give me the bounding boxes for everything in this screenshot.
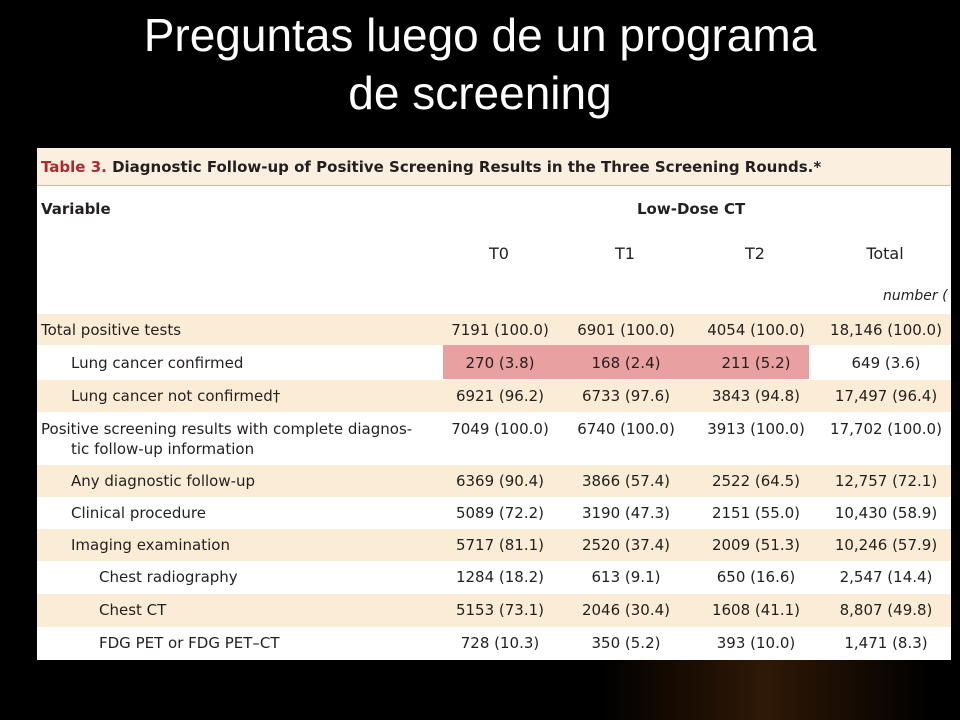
row-label: Positive screening results with complete diagnos-	[41, 420, 413, 438]
cell-t2: 3913 (100.0)	[707, 420, 805, 438]
cell-t1: 350 (5.2)	[591, 634, 661, 652]
slide-title-line-2: de screening	[348, 67, 612, 119]
table-caption	[37, 148, 951, 186]
table-caption-text: Diagnostic Follow-up of Positive Screening Results in the Three Screening Rounds.*	[112, 158, 822, 176]
table-row	[37, 465, 951, 497]
table-row	[37, 529, 951, 561]
cell-t1: 6901 (100.0)	[577, 321, 675, 339]
cell-t1: 2046 (30.4)	[581, 601, 671, 619]
row-label-continuation: tic follow-up information	[71, 440, 255, 458]
table-row	[37, 627, 951, 660]
header-group: Low-Dose CT	[637, 200, 746, 218]
results-table	[37, 148, 951, 660]
header-variable: Variable	[41, 200, 111, 218]
table-row	[37, 561, 951, 594]
background-glow	[600, 660, 930, 720]
cell-t2: 2009 (51.3)	[711, 536, 801, 554]
cell-t0: 1284 (18.2)	[455, 568, 545, 586]
cell-t2: 1608 (41.1)	[711, 601, 801, 619]
slide-title	[0, 6, 960, 122]
cell-total: 18,146 (100.0)	[830, 321, 942, 339]
table-row	[37, 594, 951, 627]
cell-t1: 3866 (57.4)	[581, 472, 671, 490]
cell-t1: 6740 (100.0)	[577, 420, 675, 438]
cell-t0: 5717 (81.1)	[455, 536, 545, 554]
cell-total: 649 (3.6)	[851, 354, 921, 372]
row-label: Total positive tests	[41, 321, 182, 339]
cell-t1: 168 (2.4)	[591, 354, 661, 372]
cell-t1: 6733 (97.6)	[581, 387, 671, 405]
cell-t0: 6921 (96.2)	[455, 387, 545, 405]
column-header-t1: T1	[615, 244, 635, 263]
row-label: Imaging examination	[71, 536, 230, 554]
cell-t2: 393 (10.0)	[716, 634, 796, 652]
cell-total: 2,547 (14.4)	[839, 568, 933, 586]
cell-t1: 613 (9.1)	[591, 568, 661, 586]
row-label: Lung cancer confirmed	[71, 354, 244, 372]
cell-t2: 4054 (100.0)	[707, 321, 805, 339]
cell-total: 10,430 (58.9)	[834, 504, 938, 522]
cell-t0: 5089 (72.2)	[455, 504, 545, 522]
slide-title-line-1: Preguntas luego de un programa	[143, 9, 817, 61]
cell-total: 17,497 (96.4)	[834, 387, 938, 405]
cell-t2: 650 (16.6)	[716, 568, 796, 586]
cell-total: 1,471 (8.3)	[844, 634, 928, 652]
cell-t1: 2520 (37.4)	[581, 536, 671, 554]
row-label: Clinical procedure	[71, 504, 206, 522]
table-row	[37, 347, 951, 379]
table-row	[37, 412, 951, 464]
cell-total: 10,246 (57.9)	[834, 536, 938, 554]
table-caption-label: Table 3.	[41, 158, 107, 176]
column-header-total: Total	[866, 244, 904, 263]
row-label: Chest CT	[99, 601, 167, 619]
cell-total: 12,757 (72.1)	[834, 472, 938, 490]
row-label: Chest radiography	[99, 568, 238, 586]
cell-t1: 3190 (47.3)	[581, 504, 671, 522]
table-row	[37, 314, 951, 345]
cell-t2: 3843 (94.8)	[711, 387, 801, 405]
unit-label: number (	[883, 288, 948, 304]
column-header-t0: T0	[489, 244, 509, 263]
cell-total: 8,807 (49.8)	[839, 601, 933, 619]
row-label: Any diagnostic follow-up	[71, 472, 256, 490]
cell-t2: 211 (5.2)	[721, 354, 791, 372]
cell-t0: 5153 (73.1)	[455, 601, 545, 619]
cell-t0: 270 (3.8)	[465, 354, 535, 372]
column-header-t2: T2	[745, 244, 765, 263]
table-row	[37, 497, 951, 529]
cell-t0: 7049 (100.0)	[451, 420, 549, 438]
cell-t2: 2522 (64.5)	[711, 472, 801, 490]
cell-t0: 728 (10.3)	[460, 634, 540, 652]
table-row	[37, 380, 951, 412]
cell-total: 17,702 (100.0)	[830, 420, 942, 438]
cell-t0: 6369 (90.4)	[455, 472, 545, 490]
row-label: FDG PET or FDG PET–CT	[99, 634, 280, 652]
cell-t2: 2151 (55.0)	[711, 504, 801, 522]
cell-t0: 7191 (100.0)	[451, 321, 549, 339]
row-label: Lung cancer not confirmed†	[71, 387, 281, 405]
